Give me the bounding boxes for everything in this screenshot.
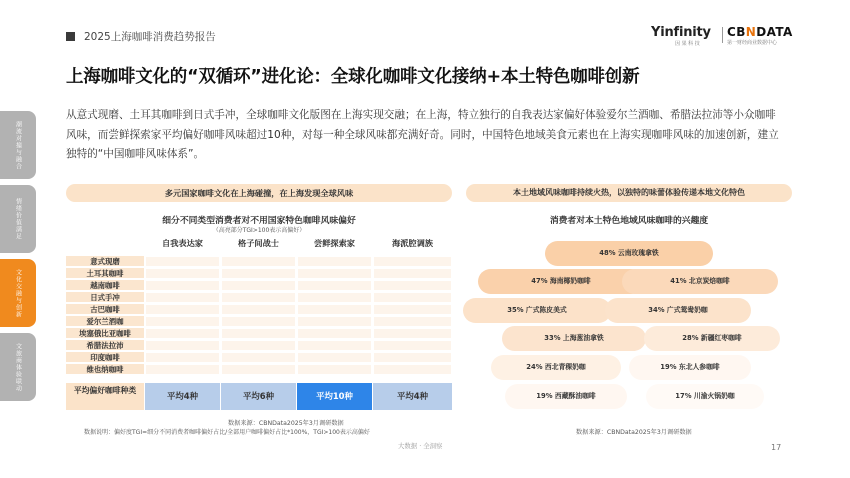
left-panel-banner: 多元国家咖啡文化在上海碰撞，在上海发现全球风味 (66, 184, 452, 202)
column-header: 自我表达家 (162, 238, 203, 248)
average-row-label: 平均偏好咖啡种类 (66, 383, 144, 410)
logo-divider (722, 27, 723, 43)
header-square-icon (66, 32, 75, 41)
flavor-pill: 41% 北京炭焙咖啡 (622, 269, 779, 294)
table-cell (145, 304, 220, 315)
flavor-pill: 17% 川渝火锅奶咖 (646, 384, 764, 409)
table-cell (221, 292, 296, 303)
cbndata-logo-subtext: 第一财经商业数据中心 (727, 40, 778, 46)
yinfinity-logo-text: Yinfinity (651, 25, 711, 40)
side-tab-trend-fusion[interactable] (0, 111, 36, 179)
column-header: 海派腔调族 (392, 238, 433, 248)
row-label: 古巴咖啡 (66, 304, 144, 315)
side-tab-emotional-value[interactable] (0, 185, 36, 253)
table-cell (373, 280, 452, 291)
table-cell (221, 280, 296, 291)
table-cell (373, 352, 452, 363)
side-tab-label: 潮流对撞与融合 (14, 120, 22, 170)
column-header: 格子间战士 (238, 238, 279, 248)
flavor-pill: 19% 西藏酥油咖啡 (505, 384, 626, 409)
cbndata-logo-suffix: DATA (756, 25, 793, 39)
table-cell (297, 364, 372, 375)
average-value: 平均4种 (373, 383, 452, 410)
cbndata-logo (727, 25, 793, 46)
right-data-source: 数据来源：CBNData2025年3月调研数据 (576, 429, 692, 436)
flavor-pill: 35% 广式陈皮美式 (463, 298, 610, 323)
average-value-highlight: 平均10种 (297, 383, 372, 410)
table-cell (221, 340, 296, 351)
table-cell (145, 292, 220, 303)
row-label: 维也纳咖啡 (66, 364, 144, 375)
row-label: 埃塞俄比亚咖啡 (66, 328, 144, 339)
yinfinity-logo-subtext: 因 果 科 技 (675, 41, 700, 47)
watermark: 大数据 · 全洞察 (398, 442, 443, 450)
table-cell (221, 316, 296, 327)
table-cell (297, 268, 372, 279)
left-chart-subtitle: （高亮部分TGI>100表示高偏好） (212, 227, 306, 234)
flavor-pill: 24% 西北青稞奶咖 (491, 355, 620, 380)
average-value: 平均4种 (145, 383, 220, 410)
table-cell (373, 316, 452, 327)
right-chart-title: 消费者对本土特色地域风味咖啡的兴趣度 (549, 216, 709, 226)
table-cell (297, 280, 372, 291)
flavor-pill: 34% 广式鸳鸯奶咖 (605, 298, 750, 323)
cbndata-logo-n: N (745, 25, 757, 39)
left-data-note: 数据说明：偏好度TGI=细分不同消费者咖啡偏好占比/全部用户咖啡偏好占比*100%，TGI>100表示高偏好 (84, 429, 370, 436)
side-tab-tourism-linkage[interactable] (0, 333, 36, 401)
table-cell (297, 304, 372, 315)
flavor-pill: 33% 上海葱油拿铁 (502, 326, 646, 351)
table-cell (297, 340, 372, 351)
row-label: 越南咖啡 (66, 280, 144, 291)
row-label: 意式现磨 (66, 256, 144, 267)
table-cell (221, 304, 296, 315)
row-label: 希腊法拉沛 (66, 340, 144, 351)
table-cell (145, 364, 220, 375)
cbndata-logo-text (727, 25, 793, 39)
table-cell (373, 340, 452, 351)
page-title: 上海咖啡文化的“双循环”进化论：全球化咖啡文化接纳+本土特色咖啡创新 (66, 67, 640, 87)
table-cell (373, 256, 452, 267)
table-cell (297, 292, 372, 303)
table-cell (221, 328, 296, 339)
flavor-pill: 28% 新疆红枣咖啡 (644, 326, 780, 351)
table-cell (373, 328, 452, 339)
side-tab-label: 情绪价值满足 (14, 198, 22, 240)
row-label: 印度咖啡 (66, 352, 144, 363)
table-cell (297, 316, 372, 327)
table-cell (297, 352, 372, 363)
table-cell (145, 268, 220, 279)
row-label: 日式手冲 (66, 292, 144, 303)
column-header: 尝鲜探索家 (314, 238, 355, 248)
table-cell (297, 328, 372, 339)
table-cell (145, 316, 220, 327)
page-number: 17 (771, 443, 782, 452)
report-title: 2025上海咖啡消费趋势报告 (84, 31, 216, 43)
table-cell (221, 364, 296, 375)
side-tab-label: 文旅商体验联动 (14, 342, 22, 392)
flavor-pill: 19% 东北人参咖啡 (629, 355, 750, 380)
yinfinity-logo (651, 25, 711, 47)
right-panel-banner: 本土地域风味咖啡持续火热，以独特的味蕾体验传递本地文化特色 (466, 184, 792, 202)
left-chart-title: 细分不同类型消费者对不用国家特色咖啡风味偏好 (162, 216, 356, 226)
table-cell (221, 256, 296, 267)
table-cell (221, 268, 296, 279)
left-data-source: 数据来源：CBNData2025年3月调研数据 (228, 420, 344, 427)
flavor-pill: 47% 海南椰奶咖啡 (478, 269, 644, 294)
side-tab-label: 文化交融与创新 (14, 268, 22, 318)
table-cell (221, 352, 296, 363)
average-value: 平均6种 (221, 383, 296, 410)
table-cell (145, 280, 220, 291)
cbndata-logo-prefix: CB (727, 25, 746, 39)
table-cell (297, 256, 372, 267)
table-cell (373, 268, 452, 279)
row-label: 爱尔兰酒咖 (66, 316, 144, 327)
table-cell (145, 340, 220, 351)
table-cell (373, 304, 452, 315)
table-cell (145, 256, 220, 267)
table-cell (373, 364, 452, 375)
flavor-pill: 48% 云南玫瑰拿铁 (545, 241, 713, 266)
row-label: 土耳其咖啡 (66, 268, 144, 279)
table-cell (373, 292, 452, 303)
table-cell (145, 328, 220, 339)
page-description: 从意式现磨、土耳其咖啡到日式手冲，全球咖啡文化版图在上海实现交融；在上海，特立独行的自我表达家偏好体验爱尔兰酒咖、希腊法拉沛等小众咖啡风味，而尝鲜探索家平均偏好咖啡风味超过10种，对每一种全球风味都充满好奇。同时，中国特色地域美食元素也在上海实现咖啡风味的加速创新，建立独特的“中国咖啡风味体系”。 (66, 109, 779, 161)
side-tab-culture-innovation[interactable] (0, 259, 36, 327)
table-cell (145, 352, 220, 363)
